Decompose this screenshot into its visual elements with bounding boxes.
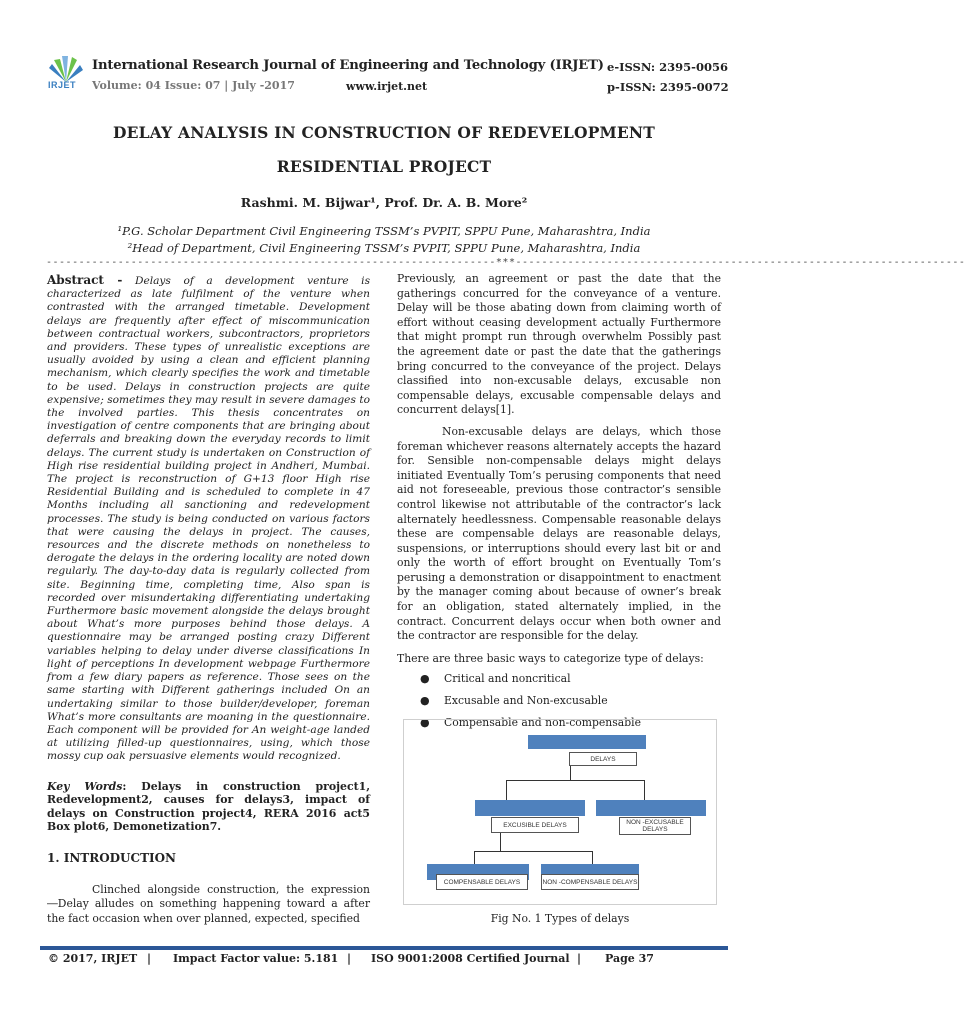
figure-box-excusable-header	[475, 800, 585, 816]
left-column	[47, 274, 370, 926]
delay-categories-intro: There are three basic ways to categorize type of delays:	[397, 651, 704, 665]
keywords-label: Key Words	[47, 779, 123, 793]
list-item-text: Compensable and non-compensable	[444, 716, 641, 730]
list-item	[397, 694, 721, 708]
connector-line	[644, 780, 645, 802]
delay-types-paragraph: Non-excusable delays are delays, which those foreman whichever reasons alternately accepts the hazard for. Sensible non-compensable delays might delays initiated Eventually Tom’s perusing components that need aid not foreseeable, previous those contractor’s sensible control likewise not attributable of the contractor’s lack alternately heedlessness. Compensable reasonable delays these are compensable delays are reasonable delays, suspensions, or interruptions should every last bit or and only the worth of effort brought on Eventually Tom’s perusing a demonstration or disappointment to enactment by the manager coming about because of owner’s break for an obligation, stated alternately implied, in the contract. Concurrent delays occur when both owner and the contractor are responsible for the delay.	[397, 424, 721, 643]
footer-page-number: Page 37	[605, 952, 654, 965]
figure-node-delays: DELAYS	[569, 752, 637, 766]
connector-line	[506, 780, 644, 781]
figure-node-non-excusable: NON -EXCUSABLE DELAYS	[619, 817, 691, 835]
figure-node-non-compensable: NON -COMPENSABLE DELAYS	[541, 874, 639, 890]
paper-title-line-2: RESIDENTIAL PROJECT	[276, 157, 492, 176]
p-issn: p-ISSN: 2395-0072	[607, 80, 729, 94]
logo-text: IRJET	[48, 80, 77, 90]
volume-issue: Volume: 04 Issue: 07 | July -2017	[92, 79, 295, 92]
right-column	[397, 272, 721, 738]
footer-divider: |	[347, 952, 352, 965]
figure-box-delays-header	[528, 735, 646, 749]
paper-title-line-1: DELAY ANALYSIS IN CONSTRUCTION OF REDEVELOPMENT	[112, 123, 656, 142]
introduction-text: Clinched alongside construction, the expression ―Delay alludes on something happening toward a after the fact occasion when over planned, expected, specified	[47, 882, 370, 925]
figure-caption: Fig No. 1 Types of delays	[490, 912, 630, 925]
bullet-icon: ●	[420, 716, 430, 730]
list-item-text: Excusable and Non-excusable	[444, 694, 608, 708]
footer-copyright: © 2017, IRJET	[48, 952, 138, 965]
logo-rays-icon	[49, 56, 83, 82]
abstract-text: Delays of a development venture is characterized as late fulfilment of the venture when contrasted with the arranged timetable. Development delays are frequently after effect of miscommunication between contractual workers, subcontractors, proprietors and providers. These types of unrealistic exceptions are usually avoided by using a clean and efficient planning mechanism, which clearly specifies the work and timetable to be used. Delays in construction projects are quite expensive; sometimes they may result in severe damages to the involved parties. This thesis concentrates on investigation of centre components that are bringing about deferrals and breaking down the everyday records to limit delays. The current study is undertaken on Construction of High rise residential building project in Andheri, Mumbai. The project is reconstruction of G+13 floor High rise Residential Building and is scheduled to complete in 47 Months including all sanctioning and redevelopment processes. The study is being conducted on various factors that were causing the delays in project. The causes, resources and the discrete methods on nonetheless to derogate the delays in the ordering locality are noted down regularly. The day-to-day data is regularly collected from site. Beginning time, completing time, Also span is recorded over misundertaking differentiating undertaking Furthermore basic movement alongside the delays brought about What’s more purposes behind those delays. A questionnaire may be arranged posting crazy Different variables helping to delay under diverse classifications In light of perceptions In development webpage Furthermore from a few diary papers as reference. Those sees on the same starting with Different gatherings included On an undertaking similar to those builder/developer, foreman What’s more consultants are moaning in the questionnaire. Each component will be provided for An weight-age landed at utilizing filled-up questionnaires, using, which those mossy cup oak persuasive elements would recognized.	[47, 275, 371, 763]
bullet-icon: ●	[420, 672, 430, 686]
journal-name: International Research Journal of Engineering and Technology (IRJET)	[92, 58, 604, 73]
affiliation-1: ¹P.G. Scholar Department Civil Engineering TSSM’s PVPIT, SPPU Pune, Maharashtra, India	[117, 224, 651, 238]
journal-website-link[interactable]: www.irjet.net	[346, 80, 428, 93]
keywords-text: : Delays in construction project1, Redevelopment2, causes for delays3, impact of delays on Construction project4, RERA 2016 act5 Box plot6, Demonetization7.	[47, 779, 370, 834]
delay-types-figure	[403, 719, 717, 905]
footer-rule	[40, 946, 728, 950]
authors: Rashmi. M. Bijwar¹, Prof. Dr. A. B. More²	[240, 195, 528, 210]
connector-line	[500, 833, 501, 851]
figure-box-non-excusable-header	[596, 800, 706, 816]
bullet-icon: ●	[420, 694, 430, 708]
connector-line	[506, 780, 507, 802]
affiliation-2: ²Head of Department, Civil Engineering TSSM’s PVPIT, SPPU Pune, Maharashtra, India	[127, 241, 641, 255]
connector-line	[570, 766, 571, 780]
list-item	[397, 672, 721, 686]
introduction-heading: 1. INTRODUCTION	[47, 850, 177, 865]
footer-impact-factor: Impact Factor value: 5.181	[173, 952, 339, 965]
figure-node-compensable: COMPENSABLE DELAYS	[436, 874, 528, 890]
abstract-label: Abstract -	[47, 273, 123, 287]
connector-line	[474, 851, 592, 852]
footer-divider: |	[577, 952, 582, 965]
abstract	[47, 274, 370, 764]
footer-divider: |	[147, 952, 152, 965]
e-issn: e-ISSN: 2395-0056	[607, 60, 728, 74]
footer-iso-certification: ISO 9001:2008 Certified Journal	[371, 952, 570, 965]
figure-node-excusable: EXCUSIBLE DELAYS	[491, 817, 579, 833]
list-item-text: Critical and noncritical	[444, 672, 571, 686]
delay-definition-paragraph: Previously, an agreement or past the date that the gatherings concurred for the conveyance of a venture. Delay will be those abating down from claiming worth of effort without ceasing development actually Furthermore that might prompt run through overwhelm Possibly past the agreement date or past the date that the gatherings bring concurred to the conveyance of the project. Delays classified into non-excusable delays, excusable non compensable delays, excusable compensable delays and concurrent delays[1].	[397, 272, 721, 417]
section-separator: ---------------------------------------------------------------------***---------------------------------------------------------------------	[46, 257, 965, 268]
keywords	[47, 780, 370, 834]
